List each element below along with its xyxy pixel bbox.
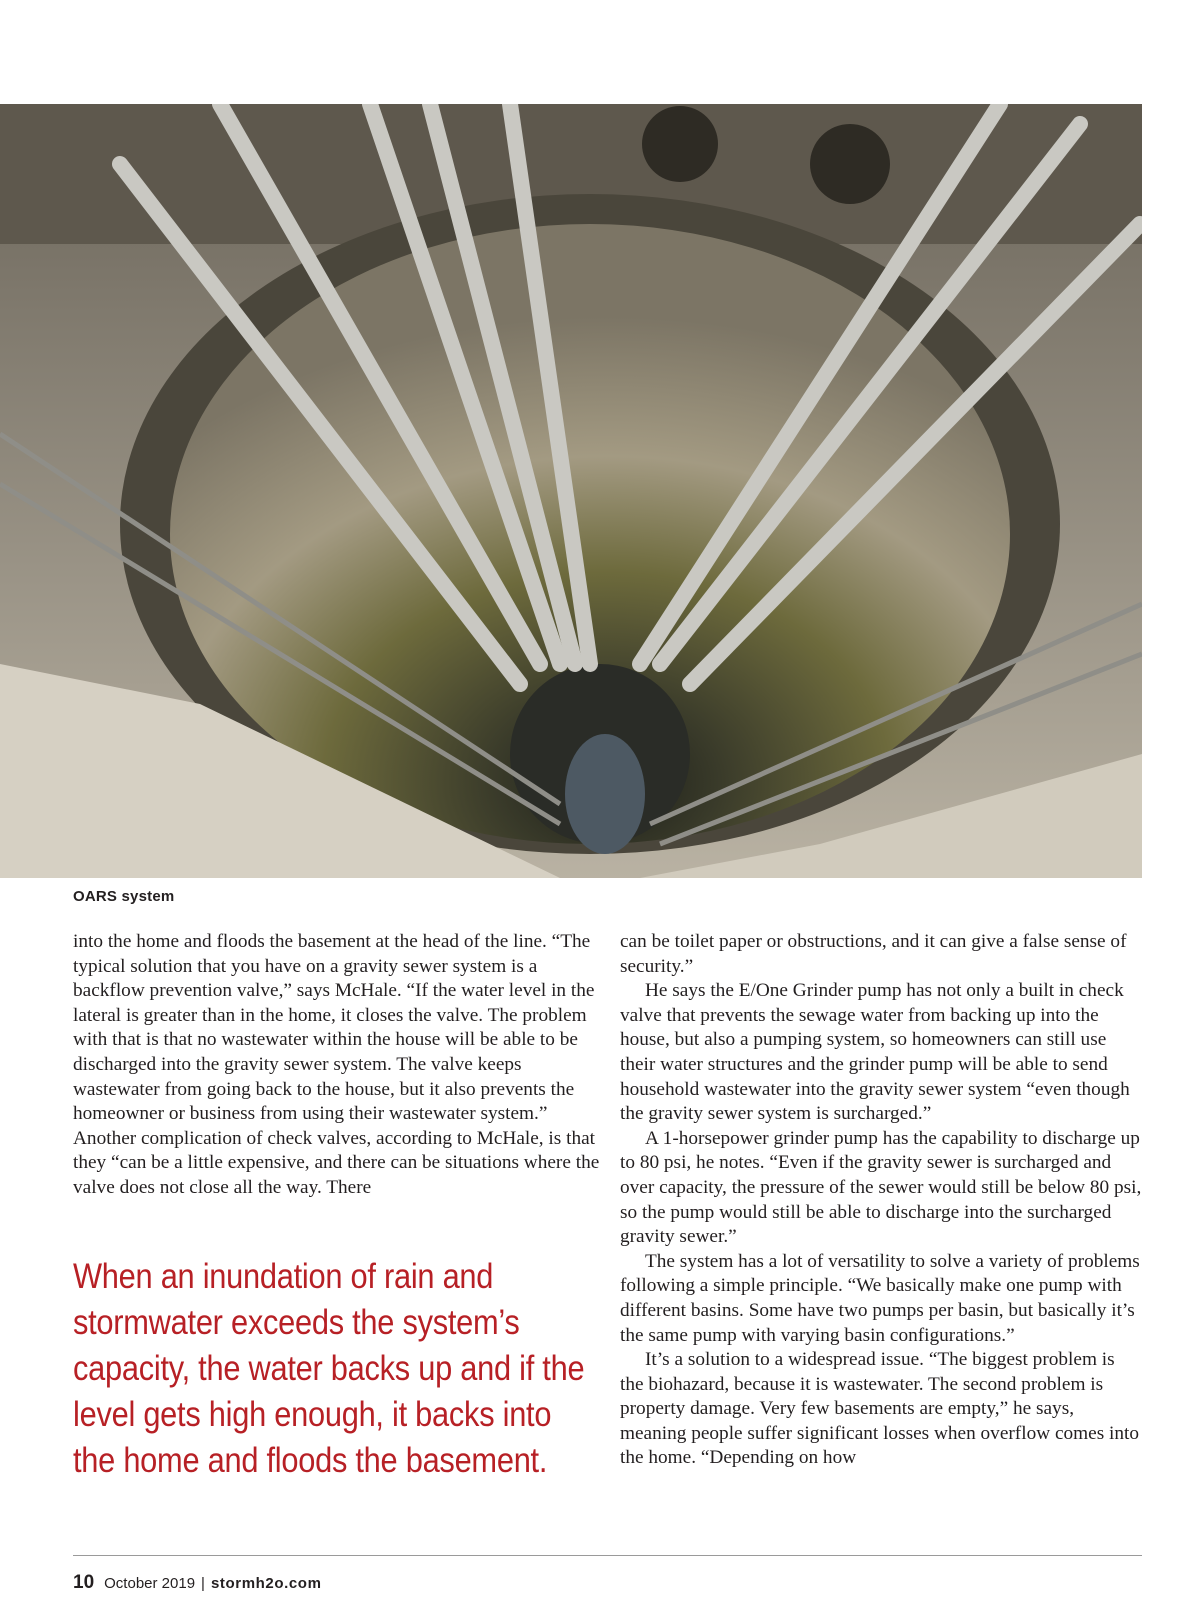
site-name: stormh2o.com [210,1575,322,1592]
page-number: 10 [73,1572,95,1593]
left-column-paragraph: into the home and floods the basement at the head of the line. “The typical solution that you have on a gravity sewer system is a backflow prevention valve,” says McHale. “If the water level in the lateral is greater than in the home, it closes the valve. The problem with that is that no wastewater within the house will be able to be discharged into the gravity sewer system. The valve keeps wastewater from going back to the house, but it also prevents the homeowner or business from using their wastewater system.” Another complication of check valves, according to McHale, is that they “can be a little expensive, and there can be situations where the valve does not close all the way. There [73,931,600,1198]
footer-divider [73,1555,1142,1556]
right-paragraph-2: He says the E/One Grinder pump has not only a built in check valve that prevents the sewage water from backing up into the house, but also a pumping system, so homeowners can still use their water structures and the grinder pump will be able to send household wastewater into the gravity sewer system “even though the gravity sewer system is surcharged.” [620,980,1130,1125]
photo-caption: OARS system [73,888,175,905]
right-paragraph-3: A 1-horsepower grinder pump has the capability to discharge up to 80 psi, he notes. “Even if the gravity sewer is surcharged and over capacity, the pressure of the sewer would still be below 80 psi, so the pump would still be able to discharge into the surcharged gravity sewer.” [620,1127,1142,1248]
page-footer [73,1572,322,1594]
right-paragraph-4: The system has a lot of versatility to solve a variety of problems following a simple principle. “We basically make one pump with different basins. Some have two pumps per basin, but basically it’s the same pump with varying basin configurations.” [620,1250,1140,1346]
footer-separator: | [201,1575,205,1592]
shaft-illustration [0,104,1142,878]
right-column [620,930,1142,1471]
pull-quote: When an inundation of rain and stormwater exceeds the system’s capacity, the water backs up and if the level gets high enough, it backs into the home and floods the basement. [73,1257,585,1480]
right-paragraph-1: can be toilet paper or obstructions, and it can give a false sense of security.” [620,931,1127,977]
left-column [73,930,601,1201]
article-photo [0,104,1142,878]
issue-date: October 2019 [104,1575,196,1592]
right-paragraph-5: It’s a solution to a widespread issue. “The biggest problem is the biohazard, because it is wastewater. The second problem is property damage. Very few basements are empty,” he says, meaning people suffer significant losses when overflow comes into the home. “Depending on how [620,1349,1140,1469]
